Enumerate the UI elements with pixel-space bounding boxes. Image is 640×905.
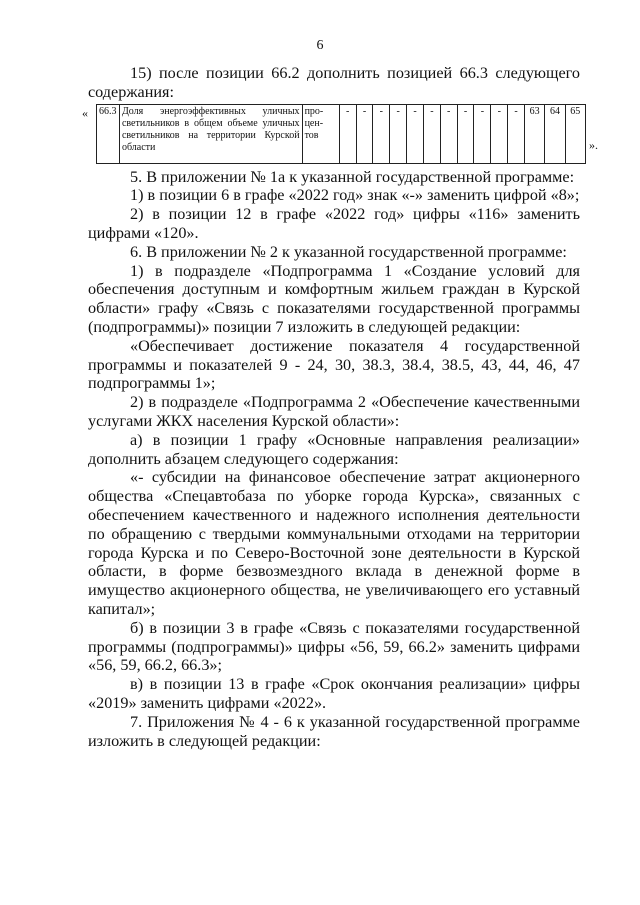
cell-dash: - xyxy=(390,104,407,163)
paragraph-6-1-quote: «Обеспечивает достижение показателя 4 государственной программы и показателей 9 - 24, 30, 38.3, 38.4, 38.5, 43, 44, 46, 47 подпрограммы 1»; xyxy=(88,336,580,393)
paragraph-6-2-b: б) в позиции 3 в графе «Связь с показателями государственной программы (подпрограммы)» цифры «56, 59, 66.2» заменить цифрами «56, 59, 66.2, 66.3»; xyxy=(88,618,580,675)
page-number: 6 xyxy=(316,38,324,53)
cell-dash: - xyxy=(339,104,356,163)
paragraph-6-2-a-quote: «- субсидии на финансовое обеспечение затрат акционерного общества «Спецавтобаза по уборке города Курска», связанных с обеспечением качественного и надежного исполнения деятельности по обращению с твердыми коммунальными отходами на территории города Курска и по Северо-Восточной зоне деятельности в Курской области, в форме безвозмездного вклада в денежной форме в имущество акционерного общества, не увеличивающего его уставный капитал»; xyxy=(88,468,580,618)
paragraph-6-1: 1) в подразделе «Подпрограмма 1 «Создание условий для обеспечения доступным и комфортным жильем граждан в Курской области» графу «Связь с показателями государственной программы (подпрограммы)» позиции 7 изложить в следующей редакции: xyxy=(88,261,580,336)
cell-value: 65 xyxy=(565,104,585,163)
paragraph-7: 7. Приложения № 4 - 6 к указанной государственной программе изложить в следующей редакции: xyxy=(88,712,580,750)
quote-open: « xyxy=(82,105,88,120)
cell-dash: - xyxy=(491,104,508,163)
paragraph-5: 5. В приложении № 1а к указанной государственной программе: xyxy=(130,167,575,186)
document-body xyxy=(82,64,598,750)
paragraph-15: 15) после позиции 66.2 дополнить позицией 66.3 следующего содержания: xyxy=(88,64,580,101)
position-table xyxy=(96,104,586,164)
cell-dash: - xyxy=(423,104,440,163)
cell-dash: - xyxy=(356,104,373,163)
cell-dash: - xyxy=(474,104,491,163)
paragraph-6-2-a: а) в позиции 1 графу «Основные направления реализации» дополнить абзацем следующего содержания: xyxy=(88,430,580,468)
cell-dash: - xyxy=(457,104,474,163)
paragraph-6: 6. В приложении № 2 к указанной государственной программе: xyxy=(130,242,567,261)
paragraph-5-1: 1) в позиции 6 в графе «2022 год» знак «-» заменить цифрой «8»; xyxy=(130,186,580,205)
cell-value: 63 xyxy=(525,104,545,163)
cell-dash: - xyxy=(508,104,525,163)
quote-close: ». xyxy=(589,137,598,152)
cell-name: Доля энергоэффективных уличных светильников в общем объеме уличных светильников на территории Курской области xyxy=(119,104,302,163)
table-row xyxy=(97,104,586,163)
paragraph-6-2-c: в) в позиции 13 в графе «Срок окончания реализации» цифры «2019» заменить цифрами «2022». xyxy=(88,675,580,712)
paragraph-6-2: 2) в подразделе «Подпрограмма 2 «Обеспечение качественными услугами ЖКХ населения Курской области»: xyxy=(88,393,580,430)
cell-number: 66.3 xyxy=(97,104,120,163)
paragraph-5-2: 2) в позиции 12 в графе «2022 год» цифры «116» заменить цифрами «120». xyxy=(88,205,580,242)
cell-value: 64 xyxy=(545,104,565,163)
cell-dash: - xyxy=(407,104,424,163)
cell-dash: - xyxy=(373,104,390,163)
cell-unit: про- цен- тов xyxy=(302,104,339,163)
position-table-wrap xyxy=(82,104,598,164)
cell-dash: - xyxy=(440,104,457,163)
